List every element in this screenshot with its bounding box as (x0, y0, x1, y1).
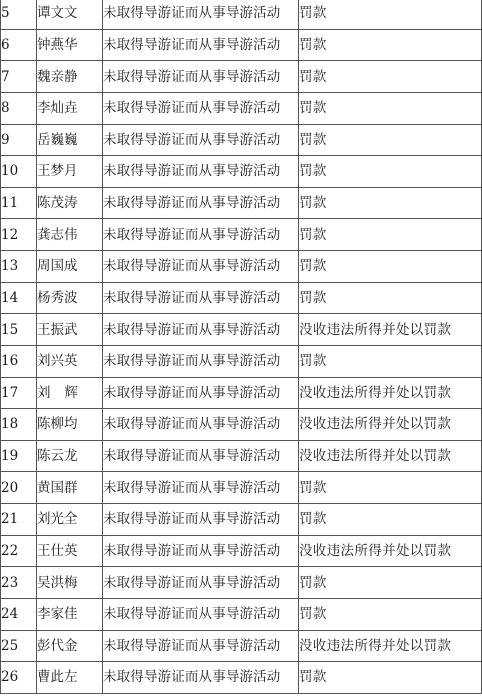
row-number: 17 (1, 377, 37, 409)
table-row (1, 282, 482, 314)
person-name: 李家佳 (37, 598, 103, 630)
person-name: 陈云龙 (37, 440, 103, 472)
penalty-text: 罚款 (299, 187, 482, 219)
person-name: 彭代金 (37, 630, 103, 662)
table-row (1, 92, 482, 124)
penalty-text: 没收违法所得并处以罚款 (299, 440, 482, 472)
violation-text: 未取得导游证而从事导游活动 (103, 124, 299, 156)
penalty-text: 没收违法所得并处以罚款 (299, 535, 482, 567)
table-row (1, 219, 482, 251)
violation-text: 未取得导游证而从事导游活动 (103, 409, 299, 441)
penalty-text: 罚款 (299, 662, 482, 694)
violation-text: 未取得导游证而从事导游活动 (103, 29, 299, 61)
row-number: 18 (1, 409, 37, 441)
table-row (1, 598, 482, 630)
penalty-text: 罚款 (299, 567, 482, 599)
table-row (1, 314, 482, 346)
row-number: 6 (1, 29, 37, 61)
table-row (1, 377, 482, 409)
penalty-text: 没收违法所得并处以罚款 (299, 409, 482, 441)
penalty-text: 罚款 (299, 345, 482, 377)
violation-text: 未取得导游证而从事导游活动 (103, 314, 299, 346)
table-row (1, 504, 482, 536)
person-name: 龚志伟 (37, 219, 103, 251)
table-row (1, 187, 482, 219)
violation-text: 未取得导游证而从事导游活动 (103, 472, 299, 504)
row-number: 14 (1, 282, 37, 314)
row-number: 20 (1, 472, 37, 504)
table-row (1, 440, 482, 472)
violation-text: 未取得导游证而从事导游活动 (103, 662, 299, 694)
table-row (1, 0, 482, 29)
person-name: 刘辉 (37, 377, 103, 409)
row-number: 22 (1, 535, 37, 567)
row-number: 23 (1, 567, 37, 599)
person-name: 魏亲静 (37, 61, 103, 93)
penalty-text: 罚款 (299, 156, 482, 188)
violation-text: 未取得导游证而从事导游活动 (103, 92, 299, 124)
violation-text: 未取得导游证而从事导游活动 (103, 61, 299, 93)
person-name: 王梦月 (37, 156, 103, 188)
row-number: 19 (1, 440, 37, 472)
penalty-text: 罚款 (299, 251, 482, 283)
table-row (1, 409, 482, 441)
violation-text: 未取得导游证而从事导游活动 (103, 535, 299, 567)
table-row (1, 124, 482, 156)
violation-text: 未取得导游证而从事导游活动 (103, 156, 299, 188)
penalty-text: 罚款 (299, 61, 482, 93)
row-number: 8 (1, 92, 37, 124)
penalty-text: 罚款 (299, 282, 482, 314)
penalty-text: 罚款 (299, 219, 482, 251)
penalty-text: 没收违法所得并处以罚款 (299, 314, 482, 346)
table-row (1, 567, 482, 599)
person-name: 吴洪梅 (37, 567, 103, 599)
person-name: 陈柳均 (37, 409, 103, 441)
penalty-text: 没收违法所得并处以罚款 (299, 630, 482, 662)
row-number: 12 (1, 219, 37, 251)
person-name: 谭文文 (37, 0, 103, 29)
violation-text: 未取得导游证而从事导游活动 (103, 567, 299, 599)
table-row (1, 535, 482, 567)
violation-text: 未取得导游证而从事导游活动 (103, 440, 299, 472)
person-name: 杨秀波 (37, 282, 103, 314)
penalty-text: 罚款 (299, 504, 482, 536)
table-row (1, 61, 482, 93)
row-number: 9 (1, 124, 37, 156)
row-number: 5 (1, 0, 37, 29)
violation-text: 未取得导游证而从事导游活动 (103, 0, 299, 29)
row-number: 25 (1, 630, 37, 662)
penalty-text: 罚款 (299, 29, 482, 61)
penalty-text: 没收违法所得并处以罚款 (299, 377, 482, 409)
violation-text: 未取得导游证而从事导游活动 (103, 504, 299, 536)
penalty-text: 罚款 (299, 598, 482, 630)
violation-text: 未取得导游证而从事导游活动 (103, 345, 299, 377)
violation-text: 未取得导游证而从事导游活动 (103, 598, 299, 630)
table-row (1, 156, 482, 188)
violation-text: 未取得导游证而从事导游活动 (103, 187, 299, 219)
row-number: 26 (1, 662, 37, 694)
person-name: 陈茂涛 (37, 187, 103, 219)
row-number: 7 (1, 61, 37, 93)
penalty-text: 罚款 (299, 472, 482, 504)
person-name: 李灿垚 (37, 92, 103, 124)
table-row (1, 662, 482, 694)
table-row (1, 251, 482, 283)
table-row (1, 472, 482, 504)
violation-text: 未取得导游证而从事导游活动 (103, 251, 299, 283)
person-name: 黄国群 (37, 472, 103, 504)
table-row (1, 630, 482, 662)
penalty-table-body (1, 0, 482, 693)
person-name: 周国成 (37, 251, 103, 283)
row-number: 16 (1, 345, 37, 377)
row-number: 13 (1, 251, 37, 283)
person-name: 曹此左 (37, 662, 103, 694)
violation-text: 未取得导游证而从事导游活动 (103, 377, 299, 409)
row-number: 10 (1, 156, 37, 188)
penalty-text: 罚款 (299, 124, 482, 156)
row-number: 21 (1, 504, 37, 536)
person-name: 刘兴英 (37, 345, 103, 377)
violation-text: 未取得导游证而从事导游活动 (103, 219, 299, 251)
row-number: 11 (1, 187, 37, 219)
penalty-text: 罚款 (299, 0, 482, 29)
person-name: 王振武 (37, 314, 103, 346)
person-name: 岳巍巍 (37, 124, 103, 156)
person-name: 钟燕华 (37, 29, 103, 61)
row-number: 15 (1, 314, 37, 346)
violation-text: 未取得导游证而从事导游活动 (103, 630, 299, 662)
penalty-text: 罚款 (299, 92, 482, 124)
violation-text: 未取得导游证而从事导游活动 (103, 282, 299, 314)
table-row (1, 29, 482, 61)
person-name: 刘光全 (37, 504, 103, 536)
row-number: 24 (1, 598, 37, 630)
table-row (1, 345, 482, 377)
person-name: 王仕英 (37, 535, 103, 567)
